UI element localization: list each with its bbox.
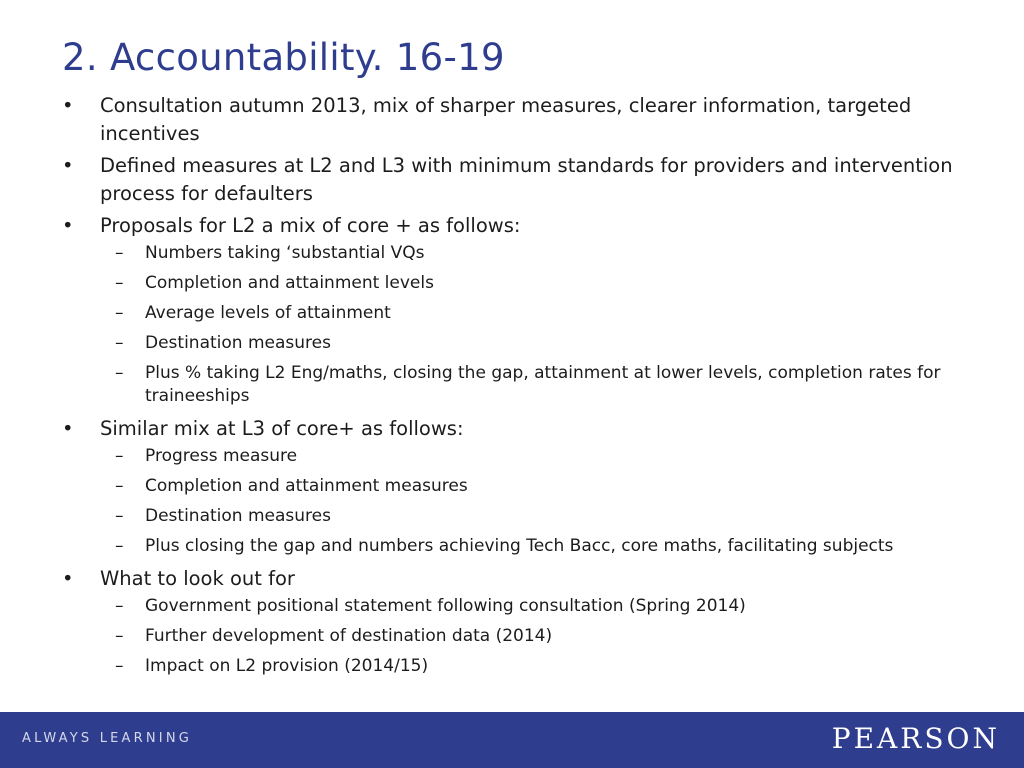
bullet-marker: • (62, 567, 74, 590)
sub-bullet-text: Average levels of attainment (145, 303, 391, 323)
sub-bullet-list (100, 242, 982, 408)
dash-marker: – (115, 363, 124, 383)
dash-marker: – (115, 596, 124, 616)
sub-bullet-text: Government positional statement following consultation (Spring 2014) (145, 596, 746, 616)
bullet-list (62, 92, 982, 685)
sub-bullet-text: Destination measures (145, 333, 331, 353)
sub-bullet-text: Further development of destination data (2014) (145, 626, 553, 646)
dash-marker: – (115, 446, 124, 466)
dash-marker: – (115, 333, 124, 353)
dash-marker: – (115, 273, 124, 293)
dash-marker: – (115, 476, 124, 496)
sub-bullet-item (100, 302, 982, 325)
bullet-item (62, 92, 982, 148)
dash-marker: – (115, 536, 124, 556)
sub-bullet-item (100, 475, 982, 498)
bullet-marker: • (62, 154, 74, 177)
sub-bullet-text: Numbers taking ‘substantial VQs (145, 243, 425, 263)
sub-bullet-text: Plus closing the gap and numbers achieving Tech Bacc, core maths, facilitating subjects (145, 536, 894, 556)
sub-bullet-item (100, 625, 982, 648)
sub-bullet-text: Completion and attainment levels (145, 273, 434, 293)
bullet-text: Consultation autumn 2013, mix of sharper measures, clearer information, targeted incentives (100, 94, 912, 145)
bullet-text: Defined measures at L2 and L3 with minimum standards for providers and intervention process for defaulters (100, 154, 953, 205)
sub-bullet-item (100, 505, 982, 528)
sub-bullet-item (100, 272, 982, 295)
bullet-item (62, 212, 982, 408)
pearson-logo: PEARSON (831, 722, 1000, 755)
sub-bullet-text: Progress measure (145, 446, 298, 466)
slide-title: 2. Accountability. 16-19 (62, 36, 505, 79)
sub-bullet-text: Completion and attainment measures (145, 476, 468, 496)
bullet-text: Proposals for L2 a mix of core + as follows: (100, 214, 521, 237)
sub-bullet-list (100, 445, 982, 558)
dash-marker: – (115, 243, 124, 263)
sub-bullet-item (100, 242, 982, 265)
footer-bar (0, 712, 1024, 768)
bullet-marker: • (62, 214, 74, 237)
dash-marker: – (115, 626, 124, 646)
sub-bullet-text: Destination measures (145, 506, 331, 526)
sub-bullet-text: Impact on L2 provision (2014/15) (145, 656, 429, 676)
sub-bullet-item (100, 332, 982, 355)
sub-bullet-item (100, 655, 982, 678)
bullet-item (62, 415, 982, 558)
dash-marker: – (115, 656, 124, 676)
dash-marker: – (115, 506, 124, 526)
footer-tagline: ALWAYS LEARNING (22, 731, 193, 746)
bullet-marker: • (62, 94, 74, 117)
bullet-text: Similar mix at L3 of core+ as follows: (100, 417, 464, 440)
bullet-marker: • (62, 417, 74, 440)
dash-marker: – (115, 303, 124, 323)
bullet-item (62, 152, 982, 208)
sub-bullet-item (100, 362, 982, 408)
sub-bullet-item (100, 595, 982, 618)
sub-bullet-item (100, 445, 982, 468)
bullet-text: What to look out for (100, 567, 295, 590)
sub-bullet-text: Plus % taking L2 Eng/maths, closing the gap, attainment at lower levels, completion rates for traineeships (145, 363, 941, 406)
sub-bullet-list (100, 595, 982, 678)
bullet-item (62, 565, 982, 678)
sub-bullet-item (100, 535, 982, 558)
